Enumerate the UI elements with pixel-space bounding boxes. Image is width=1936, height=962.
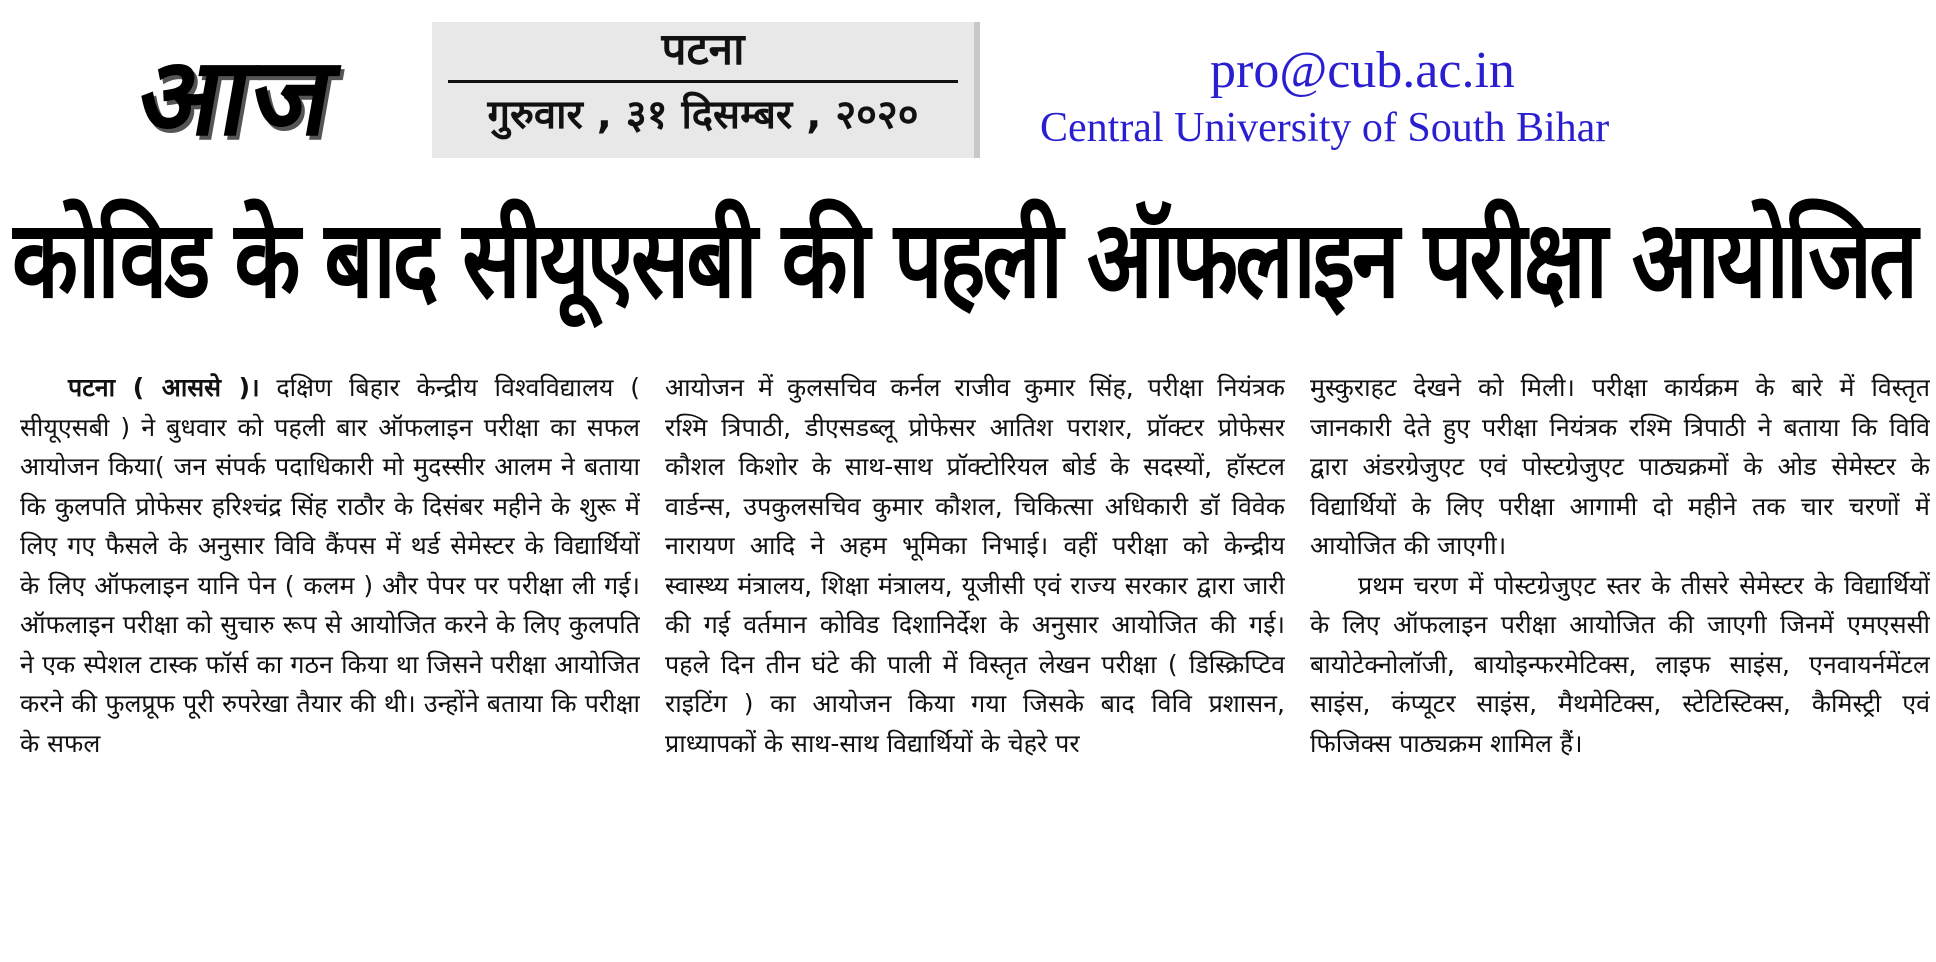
dateline-box — [432, 22, 980, 158]
article-column-1 — [20, 368, 640, 958]
contact-email: pro@cub.ac.in — [1210, 42, 1515, 99]
article-text: दक्षिण बिहार केन्द्रीय विश्वविद्यालय ( सीयूएसबी ) ने बुधवार को पहली बार ऑफलाइन परीक्षा का सफल आयोजन किया( जन संपर्क पदाधिकारी मो मुदस्सीर आलम ने बताया कि कुलपति प्रोफेसर हरिश्चंद्र सिंह राठौर के दिसंबर महीने के शुरू में लिए गए फैसले के अनुसार विवि कैंपस में थर्ड सेमेस्टर के विद्यार्थियों के लिए ऑफलाइन यानि पेन ( कलम ) और पेपर पर परीक्षा ली गई। ऑफलाइन परीक्षा को सुचारु रूप से आयोजित करने के लिए कुलपति ने एक स्पेशल टास्क फॉर्स का गठन किया था जिसने परीक्षा आयोजित करने की फुलप्रूफ पूरी रुपरेखा तैयार की थी। उन्होंने बताया कि परीक्षा के सफल — [20, 373, 640, 758]
newspaper-logo: आज — [128, 35, 346, 160]
article-dateline: पटना ( आससे )। — [68, 373, 260, 402]
article-paragraph: आयोजन में कुलसचिव कर्नल राजीव कुमार सिंह, परीक्षा नियंत्रक रश्मि त्रिपाठी, डीएसडब्लू प्रोफेसर आतिश पराशर, प्रॉक्टर प्रोफेसर कौशल किशोर के साथ-साथ प्रॉक्टोरियल बोर्ड के सदस्यों, हॉस्टल वार्डन्स, उपकुलसचिव कुमार कौशल, चिकित्सा अधिकारी डॉ विवेक नारायण आदि ने अहम भूमिका निभाई। वहीं परीक्षा को केन्द्रीय स्वास्थ्य मंत्रालय, शिक्षा मंत्रालय, यूजीसी एवं राज्य सरकार द्वारा जारी की गई वर्तमान कोविड दिशानिर्देश के अनुसार आयोजित की गई। पहले दिन तीन घंटे की पाली में विस्तृत लेखन परीक्षा ( डिस्क्रिप्टिव राइटिंग ) का आयोजन किया गया जिसके बाद विवि प्रशासन, प्राध्यापकों के साथ-साथ विद्यार्थियों के चेहरे पर — [665, 373, 1285, 758]
dateline-date: गुरुवार , ३१ दिसम्बर , २०२० — [487, 92, 919, 138]
article-headline: कोविड के बाद सीयूएसबी की पहली ऑफलाइन परीक्षा आयोजित — [12, 197, 1916, 323]
article-body — [20, 368, 1930, 958]
article-paragraph: प्रथम चरण में पोस्टग्रेजुएट स्तर के तीसरे सेमेस्टर के विद्यार्थियों के लिए ऑफलाइन परीक्षा आयोजित की जाएगी जिनमें एमएससी बायोटेक्नोलॉजी, बायोइन्फरमेटिक्स, लाइफ साइंस, एनवायर्नमेंटल साइंस, कंप्यूटर साइंस, मैथमेटिक्स, स्टेटिस्टिक्स, कैमिस्ट्री एवं फिजिक्स पाठ्यक्रम शामिल हैं। — [1310, 570, 1930, 758]
article-column-3 — [1310, 368, 1930, 958]
dateline-city: पटना — [661, 24, 745, 75]
university-name: Central University of South Bihar — [1040, 105, 1610, 151]
article-column-2 — [665, 368, 1285, 958]
contact-block — [1040, 40, 1740, 154]
article-paragraph — [20, 368, 640, 763]
masthead — [0, 0, 1936, 190]
article-paragraph: मुस्कुराहट देखने को मिली। परीक्षा कार्यक्रम के बारे में विस्तृत जानकारी देते हुए परीक्षा नियंत्रक रश्मि त्रिपाठी ने बताया कि विवि द्वारा अंडरग्रेजुएट एवं पोस्टग्रेजुएट पाठ्यक्रमों के ओड सेमेस्टर के विद्यार्थियों के लिए परीक्षा आगामी दो महीने तक चार चरणों में आयोजित की जाएगी। — [1310, 373, 1930, 560]
